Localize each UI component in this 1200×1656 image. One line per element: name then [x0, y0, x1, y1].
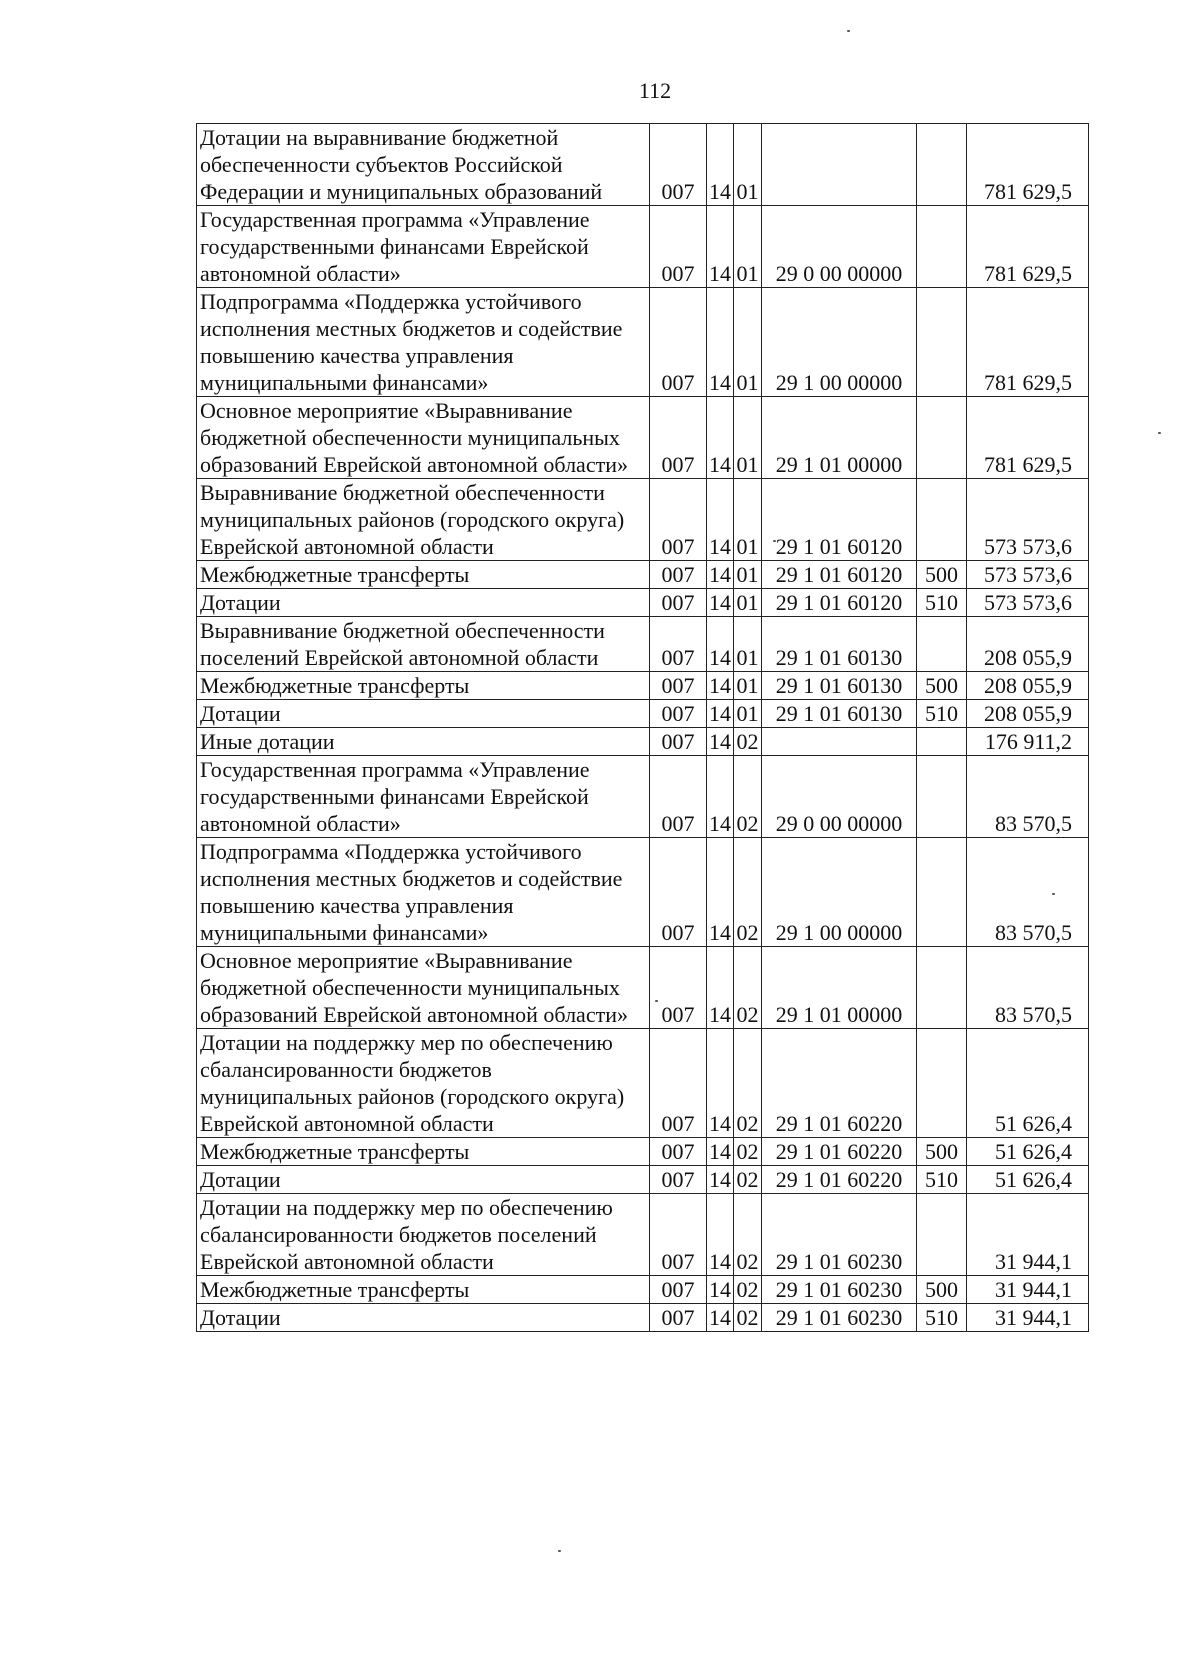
row-target-article-cell	[762, 124, 917, 206]
row-subsection-code-cell: 01	[734, 288, 762, 397]
table-row	[197, 206, 1089, 288]
table-row	[197, 947, 1089, 1029]
row-ved-code-cell: 007	[650, 1276, 707, 1304]
row-name-cell: Подпрограмма «Поддержка устойчивого исполнения местных бюджетов и содействие повышению качества управления муниципальными финансами»	[197, 288, 650, 397]
row-expense-type-cell	[917, 1194, 967, 1276]
row-subsection-code-cell: 01	[734, 479, 762, 561]
row-section-code-cell: 14	[707, 206, 734, 288]
row-amount-cell: 208 055,9	[967, 617, 1089, 672]
row-name-cell: Дотации	[197, 700, 650, 728]
row-section-code-cell: 14	[707, 1276, 734, 1304]
row-target-article-cell: 29 1 01 60130	[762, 617, 917, 672]
row-target-article-cell: 29 1 00 00000	[762, 838, 917, 947]
table-row	[197, 1276, 1089, 1304]
row-section-code-cell: 14	[707, 756, 734, 838]
row-target-article-cell: 29 1 01 00000	[762, 397, 917, 479]
row-amount-cell: 208 055,9	[967, 672, 1089, 700]
row-ved-code-cell: 007	[650, 947, 707, 1029]
scan-speck	[773, 540, 776, 542]
row-name-cell: Дотации	[197, 1304, 650, 1332]
row-ved-code-cell: 007	[650, 838, 707, 947]
row-subsection-code-cell: 02	[734, 947, 762, 1029]
row-section-code-cell: 14	[707, 617, 734, 672]
page-number: 112	[638, 78, 672, 103]
row-target-article-cell: 29 1 01 60120	[762, 479, 917, 561]
table-row	[197, 589, 1089, 617]
row-name-cell: Государственная программа «Управление государственными финансами Еврейской автономной области»	[197, 756, 650, 838]
row-amount-cell: 781 629,5	[967, 124, 1089, 206]
row-subsection-code-cell: 02	[734, 728, 762, 756]
row-section-code-cell: 14	[707, 700, 734, 728]
row-ved-code-cell: 007	[650, 617, 707, 672]
row-expense-type-cell: 510	[917, 589, 967, 617]
row-section-code-cell: 14	[707, 397, 734, 479]
row-name-cell: Межбюджетные трансферты	[197, 561, 650, 589]
row-amount-cell: 83 570,5	[967, 756, 1089, 838]
table-row	[197, 124, 1089, 206]
row-subsection-code-cell: 01	[734, 206, 762, 288]
row-ved-code-cell: 007	[650, 561, 707, 589]
scan-speck	[655, 1000, 658, 1002]
row-ved-code-cell: 007	[650, 1138, 707, 1166]
row-subsection-code-cell: 01	[734, 589, 762, 617]
row-amount-cell: 51 626,4	[967, 1166, 1089, 1194]
row-subsection-code-cell: 01	[734, 617, 762, 672]
row-subsection-code-cell: 02	[734, 756, 762, 838]
row-target-article-cell: 29 1 01 60230	[762, 1304, 917, 1332]
row-subsection-code-cell: 01	[734, 672, 762, 700]
row-target-article-cell: 29 0 00 00000	[762, 756, 917, 838]
budget-allocation-table	[196, 123, 1089, 1332]
row-section-code-cell: 14	[707, 947, 734, 1029]
row-name-cell: Дотации на поддержку мер по обеспечению сбалансированности бюджетов поселений Еврейской автономной области	[197, 1194, 650, 1276]
row-section-code-cell: 14	[707, 838, 734, 947]
row-amount-cell: 51 626,4	[967, 1138, 1089, 1166]
row-target-article-cell: 29 0 00 00000	[762, 206, 917, 288]
row-amount-cell: 781 629,5	[967, 206, 1089, 288]
table-row	[197, 1029, 1089, 1138]
row-target-article-cell: 29 1 01 60230	[762, 1194, 917, 1276]
row-ved-code-cell: 007	[650, 728, 707, 756]
row-expense-type-cell: 510	[917, 1304, 967, 1332]
row-expense-type-cell	[917, 838, 967, 947]
row-expense-type-cell: 500	[917, 561, 967, 589]
row-section-code-cell: 14	[707, 479, 734, 561]
table-row	[197, 1304, 1089, 1332]
row-subsection-code-cell: 02	[734, 1276, 762, 1304]
row-amount-cell: 573 573,6	[967, 561, 1089, 589]
row-ved-code-cell: 007	[650, 672, 707, 700]
row-expense-type-cell	[917, 1029, 967, 1138]
row-subsection-code-cell: 01	[734, 397, 762, 479]
row-expense-type-cell: 500	[917, 672, 967, 700]
row-expense-type-cell	[917, 397, 967, 479]
table-row	[197, 728, 1089, 756]
row-amount-cell: 51 626,4	[967, 1029, 1089, 1138]
row-ved-code-cell: 007	[650, 1166, 707, 1194]
row-amount-cell: 573 573,6	[967, 589, 1089, 617]
row-ved-code-cell: 007	[650, 397, 707, 479]
row-amount-cell: 781 629,5	[967, 397, 1089, 479]
table-row	[197, 288, 1089, 397]
table-row	[197, 756, 1089, 838]
row-target-article-cell: 29 1 01 60130	[762, 672, 917, 700]
row-expense-type-cell	[917, 617, 967, 672]
row-expense-type-cell	[917, 206, 967, 288]
row-amount-cell: 31 944,1	[967, 1276, 1089, 1304]
row-expense-type-cell	[917, 728, 967, 756]
row-name-cell: Основное мероприятие «Выравнивание бюджетной обеспеченности муниципальных образований Еврейской автономной области»	[197, 947, 650, 1029]
table-row	[197, 1138, 1089, 1166]
row-target-article-cell: 29 1 01 60220	[762, 1166, 917, 1194]
row-section-code-cell: 14	[707, 124, 734, 206]
table-row	[197, 397, 1089, 479]
row-name-cell: Межбюджетные трансферты	[197, 672, 650, 700]
row-name-cell: Межбюджетные трансферты	[197, 1138, 650, 1166]
row-name-cell: Дотации	[197, 1166, 650, 1194]
table-row	[197, 700, 1089, 728]
table-row	[197, 672, 1089, 700]
row-amount-cell: 208 055,9	[967, 700, 1089, 728]
table-row	[197, 838, 1089, 947]
table-row	[197, 1166, 1089, 1194]
row-expense-type-cell: 510	[917, 1166, 967, 1194]
row-expense-type-cell: 510	[917, 700, 967, 728]
row-target-article-cell: 29 1 01 60220	[762, 1138, 917, 1166]
row-section-code-cell: 14	[707, 1304, 734, 1332]
row-ved-code-cell: 007	[650, 288, 707, 397]
table-row	[197, 617, 1089, 672]
table-body	[197, 124, 1089, 1332]
row-expense-type-cell	[917, 947, 967, 1029]
row-amount-cell: 781 629,5	[967, 288, 1089, 397]
row-expense-type-cell: 500	[917, 1276, 967, 1304]
row-section-code-cell: 14	[707, 1029, 734, 1138]
row-subsection-code-cell: 02	[734, 1166, 762, 1194]
row-ved-code-cell: 007	[650, 700, 707, 728]
row-expense-type-cell: 500	[917, 1138, 967, 1166]
row-subsection-code-cell: 02	[734, 1029, 762, 1138]
scan-speck	[1158, 432, 1161, 434]
row-amount-cell: 176 911,2	[967, 728, 1089, 756]
scan-speck	[558, 1550, 561, 1552]
row-name-cell: Выравнивание бюджетной обеспеченности муниципальных районов (городского округа) Еврейской автономной области	[197, 479, 650, 561]
table-row	[197, 1194, 1089, 1276]
row-section-code-cell: 14	[707, 672, 734, 700]
row-target-article-cell: 29 1 01 60120	[762, 589, 917, 617]
row-expense-type-cell	[917, 288, 967, 397]
scan-speck	[847, 30, 850, 32]
row-subsection-code-cell: 01	[734, 124, 762, 206]
row-ved-code-cell: 007	[650, 124, 707, 206]
row-subsection-code-cell: 01	[734, 700, 762, 728]
row-ved-code-cell: 007	[650, 206, 707, 288]
row-subsection-code-cell: 01	[734, 561, 762, 589]
table-row	[197, 561, 1089, 589]
row-amount-cell: 573 573,6	[967, 479, 1089, 561]
row-name-cell: Иные дотации	[197, 728, 650, 756]
row-subsection-code-cell: 02	[734, 1304, 762, 1332]
row-subsection-code-cell: 02	[734, 1194, 762, 1276]
row-ved-code-cell: 007	[650, 1029, 707, 1138]
row-section-code-cell: 14	[707, 288, 734, 397]
row-target-article-cell	[762, 728, 917, 756]
row-expense-type-cell	[917, 479, 967, 561]
row-subsection-code-cell: 02	[734, 838, 762, 947]
row-target-article-cell: 29 1 01 60120	[762, 561, 917, 589]
row-name-cell: Дотации на выравнивание бюджетной обеспеченности субъектов Российской Федерации и муниципальных образований	[197, 124, 650, 206]
row-name-cell: Межбюджетные трансферты	[197, 1276, 650, 1304]
row-amount-cell: 31 944,1	[967, 1304, 1089, 1332]
row-name-cell: Дотации на поддержку мер по обеспечению сбалансированности бюджетов муниципальных районов (городского округа) Еврейской автономной области	[197, 1029, 650, 1138]
row-amount-cell: 83 570,5	[967, 838, 1089, 947]
row-expense-type-cell	[917, 124, 967, 206]
row-subsection-code-cell: 02	[734, 1138, 762, 1166]
row-amount-cell: 31 944,1	[967, 1194, 1089, 1276]
row-section-code-cell: 14	[707, 589, 734, 617]
scan-speck	[1052, 893, 1055, 895]
row-target-article-cell: 29 1 01 60220	[762, 1029, 917, 1138]
row-name-cell: Основное мероприятие «Выравнивание бюджетной обеспеченности муниципальных образований Еврейской автономной области»	[197, 397, 650, 479]
row-target-article-cell: 29 1 01 00000	[762, 947, 917, 1029]
row-name-cell: Государственная программа «Управление государственными финансами Еврейской автономной области»	[197, 206, 650, 288]
row-ved-code-cell: 007	[650, 756, 707, 838]
row-ved-code-cell: 007	[650, 479, 707, 561]
row-amount-cell: 83 570,5	[967, 947, 1089, 1029]
row-ved-code-cell: 007	[650, 1304, 707, 1332]
row-section-code-cell: 14	[707, 1138, 734, 1166]
row-section-code-cell: 14	[707, 728, 734, 756]
row-section-code-cell: 14	[707, 1194, 734, 1276]
row-ved-code-cell: 007	[650, 589, 707, 617]
row-name-cell: Дотации	[197, 589, 650, 617]
row-expense-type-cell	[917, 756, 967, 838]
row-ved-code-cell: 007	[650, 1194, 707, 1276]
row-target-article-cell: 29 1 00 00000	[762, 288, 917, 397]
row-section-code-cell: 14	[707, 1166, 734, 1194]
row-name-cell: Выравнивание бюджетной обеспеченности поселений Еврейской автономной области	[197, 617, 650, 672]
row-target-article-cell: 29 1 01 60130	[762, 700, 917, 728]
table-row	[197, 479, 1089, 561]
row-name-cell: Подпрограмма «Поддержка устойчивого исполнения местных бюджетов и содействие повышению качества управления муниципальными финансами»	[197, 838, 650, 947]
row-target-article-cell: 29 1 01 60230	[762, 1276, 917, 1304]
row-section-code-cell: 14	[707, 561, 734, 589]
